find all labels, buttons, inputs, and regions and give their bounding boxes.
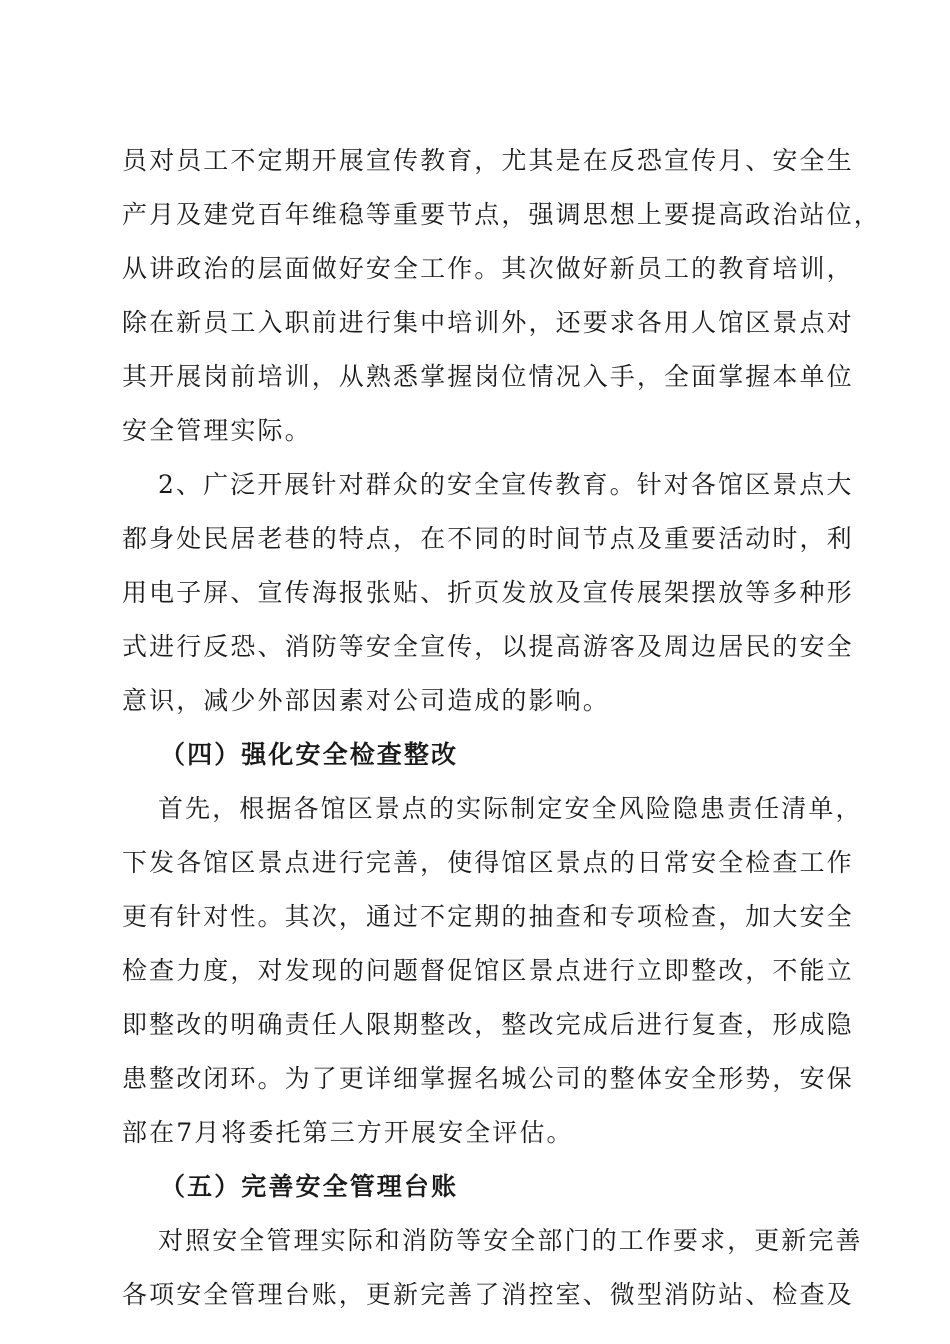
paragraph-line: 产月及建党百年维稳等重要节点，强调思想上要提高政治站位， — [122, 200, 881, 229]
paragraph-line: 检查力度，对发现的问题督促馆区景点进行立即整改，不能立 — [122, 956, 854, 985]
paragraph-line: 对照安全管理实际和消防等安全部门的工作要求，更新完善 — [158, 1226, 863, 1255]
paragraph-line: 除在新员工入职前进行集中培训外，还要求各用人馆区景点对 — [122, 308, 854, 337]
section-heading: （五）完善安全管理台账 — [160, 1172, 459, 1201]
paragraph-line: 安全管理实际。 — [122, 416, 312, 445]
paragraph-line: 式进行反恐、消防等安全宣传，以提高游客及周边居民的安全 — [122, 632, 854, 661]
paragraph-line: 员对员工不定期开展宣传教育，尤其是在反恐宣传月、安全生 — [122, 146, 854, 175]
section-heading: （四）强化安全检查整改 — [160, 740, 459, 769]
paragraph-line: 其开展岗前培训，从熟悉掌握岗位情况入手，全面掌握本单位 — [122, 362, 854, 391]
paragraph-line: 下发各馆区景点进行完善，使得馆区景点的日常安全检查工作 — [122, 848, 854, 877]
paragraph-line: 患整改闭环。为了更详细掌握名城公司的整体安全形势，安保 — [122, 1064, 854, 1093]
paragraph-line: 从讲政治的层面做好安全工作。其次做好新员工的教育培训， — [122, 254, 854, 283]
paragraph-line: 部在7月将委托第三方开展安全评估。 — [122, 1118, 574, 1147]
paragraph-line: 用电子屏、宣传海报张贴、折页发放及宣传展架摆放等多种形 — [122, 578, 854, 607]
paragraph-line: 首先，根据各馆区景点的实际制定安全风险隐患责任清单， — [158, 794, 863, 823]
paragraph-line: 意识，减少外部因素对公司造成的影响。 — [122, 686, 610, 715]
paragraph-line: 都身处民居老巷的特点，在不同的时间节点及重要活动时，利 — [122, 524, 854, 553]
paragraph-line: 更有针对性。其次，通过不定期的抽查和专项检查，加大安全 — [122, 902, 854, 931]
paragraph-line: 2、广泛开展针对群众的安全宣传教育。针对各馆区景点大 — [158, 470, 854, 499]
paragraph-line: 即整改的明确责任人限期整改，整改完成后进行复查，形成隐 — [122, 1010, 854, 1039]
paragraph-line: 各项安全管理台账，更新完善了消控室、微型消防站、检查及 — [122, 1280, 854, 1309]
